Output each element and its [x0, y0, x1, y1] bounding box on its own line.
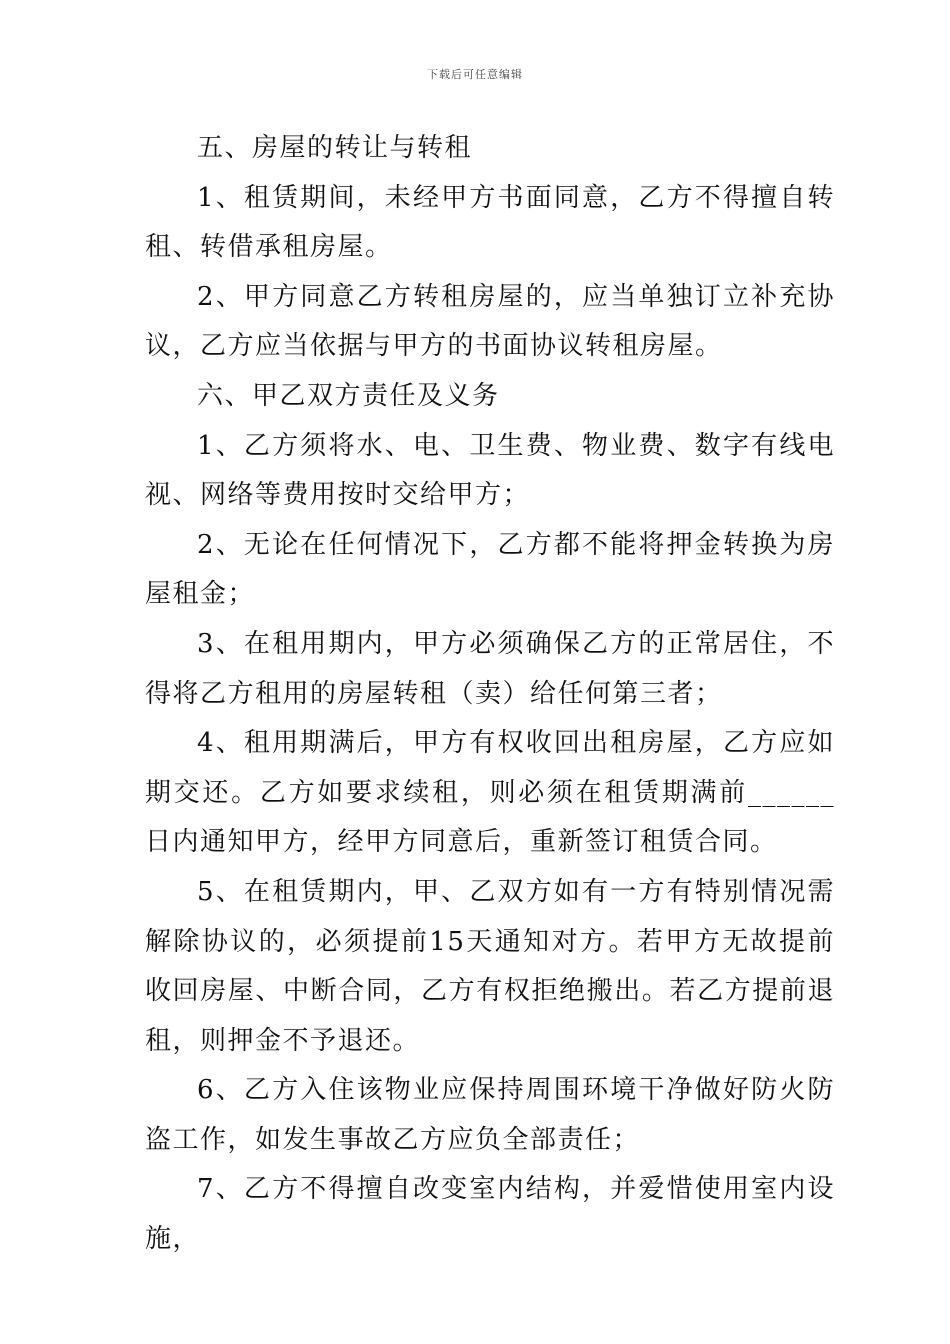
clause-paragraph: 2、甲方同意乙方转租房屋的，应当单独订立补充协议，乙方应当依据与甲方的书面协议转租房屋。	[145, 281, 835, 362]
clause-paragraph: 5、在租赁期内，甲、乙双方如有一方有特别情况需解除协议的，必须提前15天通知对方。若甲方无故提前收回房屋、中断合同，乙方有权拒绝搬出。若乙方提前退租，则押金不予退还。	[145, 876, 835, 1056]
header-note: 下载后可任意编辑	[427, 68, 523, 81]
clause-paragraph: 4、租用期满后，甲方有权收回出租房屋，乙方应如期交还。乙方如要求续租，则必须在租赁期满前______日内通知甲方，经甲方同意后，重新签订租赁合同。	[145, 728, 835, 858]
document-body	[145, 124, 835, 1265]
section-heading-transfer: 五、房屋的转让与转租	[197, 133, 473, 163]
clause-paragraph: 6、乙方入住该物业应保持周围环境干净做好防火防盗工作，如发生事故乙方应负全部责任；	[145, 1075, 835, 1155]
section-heading-duties: 六、甲乙双方责任及义务	[197, 380, 500, 411]
clause-paragraph: 3、在租用期内，甲方必须确保乙方的正常居住，不得将乙方租用的房屋转租（卖）给任何第三者；	[145, 628, 835, 709]
clause-paragraph: 2、无论在任何情况下，乙方都不能将押金转换为房屋租金；	[145, 529, 835, 610]
clause-paragraph: 7、乙方不得擅自改变室内结构，并爱惜使用室内设施，	[145, 1174, 835, 1255]
clause-paragraph: 1、租赁期间，未经甲方书面同意，乙方不得擅自转租、转借承租房屋。	[145, 182, 835, 263]
clause-paragraph: 1、乙方须将水、电、卫生费、物业费、数字有线电视、网络等费用按时交给甲方；	[145, 430, 835, 511]
